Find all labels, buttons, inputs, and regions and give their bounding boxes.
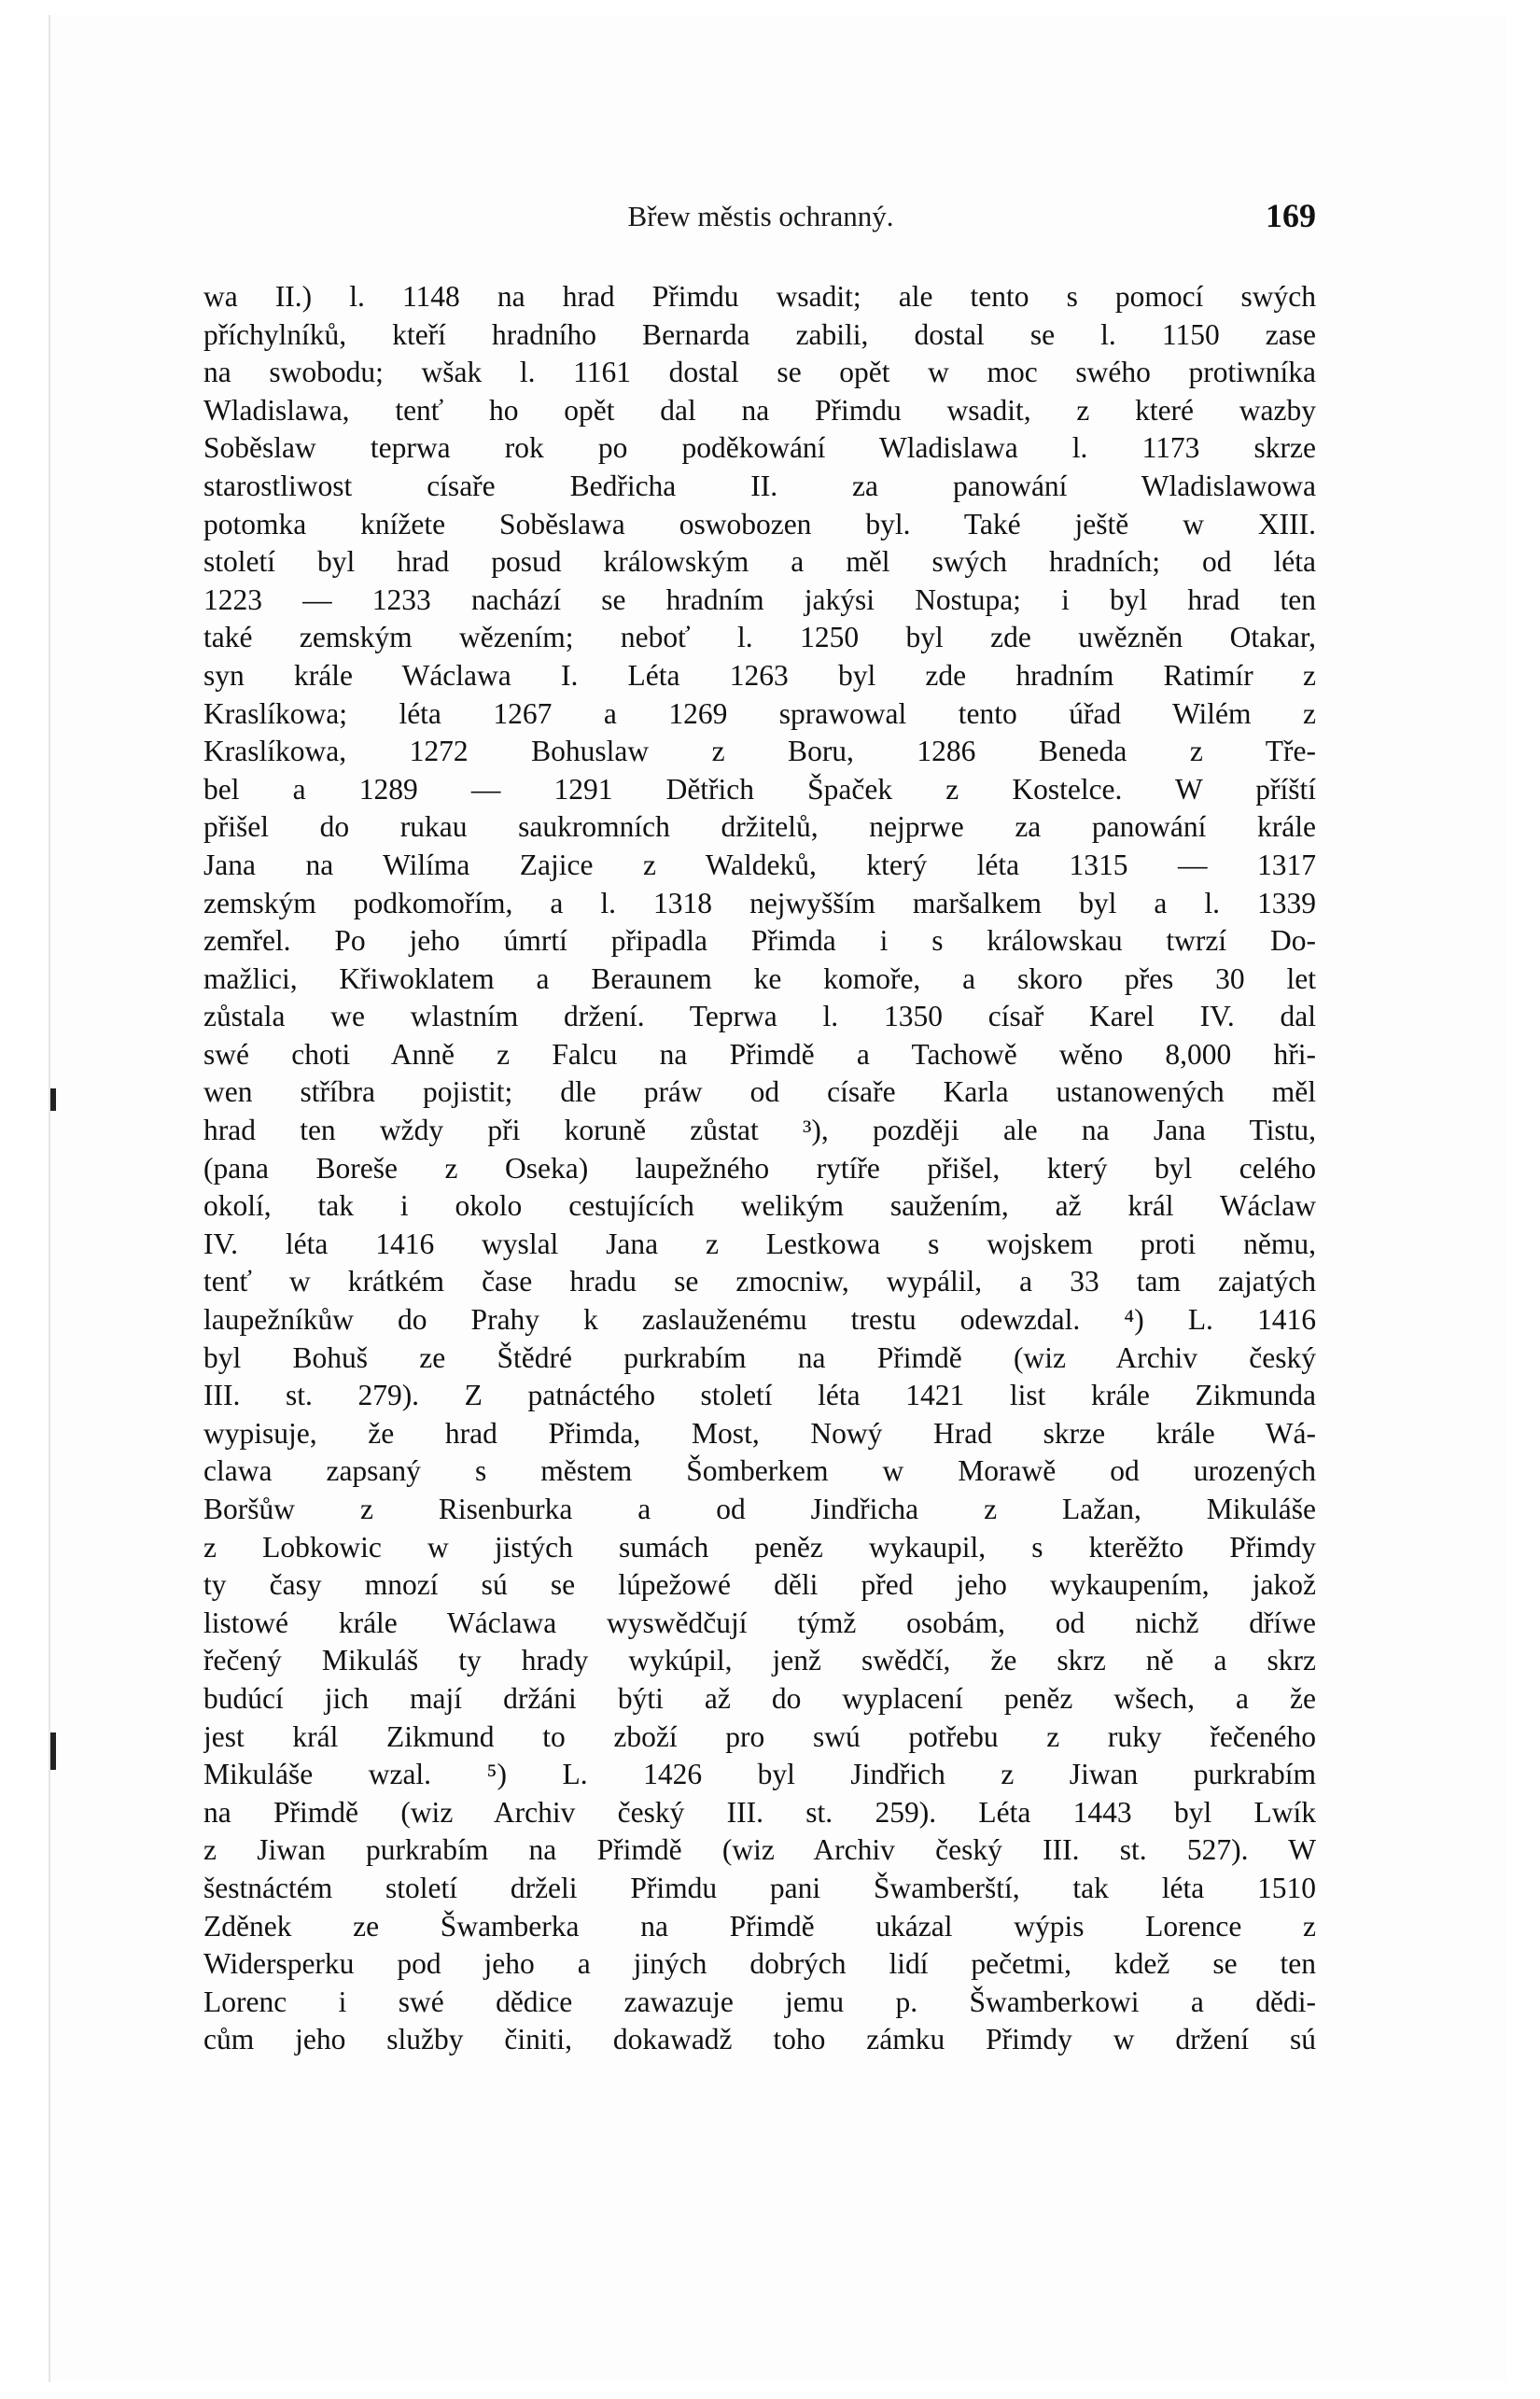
text-line: budúcí jich mají držáni býti až do wyplacení peněz wšech, a že [203, 1681, 1316, 1715]
text-line: wypisuje, že hrad Přimda, Most, Nowý Hrad skrze krále Wá- [203, 1416, 1316, 1450]
text-line: zemřel. Po jeho úmrtí připadla Přimda i s králowskau twrzí Do- [203, 924, 1316, 958]
text-line: byl Bohuš ze Štědré purkrabím na Přimdě (wiz Archiv český [203, 1340, 1316, 1374]
text-line: mažlici, Křiwoklatem a Beraunem ke komoře, a skoro přes 30 let [203, 961, 1316, 995]
text-line: z Lobkowic w jistých sumách peněz wykaupil, s kterěžto Přimdy [203, 1530, 1316, 1564]
text-line: syn krále Wáclawa I. Léta 1263 byl zde hradním Ratimír z [203, 658, 1316, 692]
text-line: cům jeho služby činiti, dokawadž toho zámku Přimdy w držení sú [203, 2023, 1316, 2056]
running-title: Břew městis ochranný. [627, 200, 894, 232]
text-line: okolí, tak i okolo cestujících welikým saužením, až král Wáclaw [203, 1189, 1316, 1223]
text-line: Wladislawa, tenť ho opět dal na Přimdu wsadit, z které wazby [203, 393, 1316, 427]
text-line: přišel do rukau saukromních držitelů, nejprwe za panowání krále [203, 810, 1316, 844]
text-line: Boršůw z Risenburka a od Jindřicha z Lažan, Mikuláše [203, 1493, 1316, 1525]
text-line: tenť w krátkém čase hradu se zmocniw, wypálil, a 33 tam zajatých [203, 1265, 1316, 1298]
text-line: příchylníků, kteří hradního Bernarda zabili, dostal se l. 1150 zase [203, 317, 1316, 351]
text-line: Lorenc i swé dědice zawazuje jemu p. Šwamberkowi a dědi- [203, 1985, 1316, 2018]
text-line: jest král Zikmund to zboží pro swú potřebu z ruky řečeného [203, 1719, 1316, 1753]
text-line: IV. léta 1416 wyslal Jana z Lestkowa s wojskem proti němu, [203, 1227, 1316, 1260]
text-line: Mikuláše wzal. ⁵) L. 1426 byl Jindřich z Jiwan purkrabím [203, 1758, 1316, 1791]
text-line: ty časy mnozí sú se lúpežowé děli před jeho wykaupením, jakož [203, 1568, 1316, 1602]
text-line: potomka knížete Soběslawa oswobozen byl. Také ještě w XIII. [203, 507, 1316, 540]
page-edge-mark [50, 1088, 56, 1111]
text-line: wa II.) l. 1148 na hrad Přimdu wsadit; ale tento s pomocí swých [203, 280, 1316, 313]
page-header [205, 197, 1316, 237]
text-line: swé choti Anně z Falcu na Přimdě a Tachowě wěno 8,000 hři- [203, 1037, 1316, 1071]
text-line: listowé krále Wáclawa wyswědčují týmž osobám, od nichž dříwe [203, 1606, 1316, 1639]
text-line: z Jiwan purkrabím na Přimdě (wiz Archiv český III. st. 527). W [203, 1833, 1316, 1867]
body-text [203, 278, 1316, 2059]
text-line: na Přimdě (wiz Archiv český III. st. 259). Léta 1443 byl Lwík [203, 1795, 1316, 1829]
text-line: Zděnek ze Šwamberka na Přimdě ukázal wýpis Lorence z [203, 1909, 1316, 1943]
text-line: století byl hrad posud králowským a měl swých hradních; od léta [203, 545, 1316, 579]
text-line: Widersperku pod jeho a jiných dobrých lidí pečetmi, kdež se ten [203, 1947, 1316, 1981]
text-line: také zemským wězením; neboť l. 1250 byl zde uwězněn Otakar, [203, 621, 1316, 654]
text-line: wen stříbra pojistit; dle práw od císaře Karla ustanowených měl [203, 1075, 1316, 1109]
text-line: zůstala we wlastním držení. Teprwa l. 1350 císař Karel IV. dal [203, 1000, 1316, 1033]
text-line: Soběslaw teprwa rok po poděkowání Wladislawa l. 1173 skrze [203, 431, 1316, 465]
text-line: (pana Boreše z Oseka) laupežného rytíře přišel, který byl celého [203, 1151, 1316, 1185]
text-line: starostliwost císaře Bedřicha II. za panowání Wladislawowa [203, 469, 1316, 502]
text-line: laupežníkůw do Prahy k zaslauženému trestu odewzdal. ⁴) L. 1416 [203, 1303, 1316, 1337]
text-line: Kraslíkowa, 1272 Bohuslaw z Boru, 1286 Beneda z Tře- [203, 735, 1316, 768]
text-line: na swobodu; wšak l. 1161 dostal se opět w moc swého protiwníka [203, 356, 1316, 389]
page-number: 169 [1266, 197, 1316, 234]
text-line: Kraslíkowa; léta 1267 a 1269 sprawowal tento úřad Wilém z [203, 696, 1316, 730]
text-line: hrad ten wždy při koruně zůstat ³), později ale na Jana Tistu, [203, 1114, 1316, 1147]
text-line: zemským podkomořím, a l. 1318 nejwyšším maršalkem byl a l. 1339 [203, 886, 1316, 919]
page-edge-mark [50, 1733, 56, 1770]
text-line: bel a 1289 — 1291 Dětřich Špaček z Kostelce. W příští [203, 772, 1316, 806]
text-line: III. st. 279). Z patnáctého století léta 1421 list krále Zikmunda [203, 1379, 1316, 1412]
text-line: řečený Mikuláš ty hrady wykúpil, jenž swědčí, že skrz ně a skrz [203, 1644, 1316, 1677]
text-line: clawa zapsaný s městem Šomberkem w Morawě od urozených [203, 1454, 1316, 1488]
text-line: 1223 — 1233 nachází se hradním jakýsi Nostupa; i byl hrad ten [203, 582, 1316, 616]
text-line: Jana na Wilíma Zajice z Waldeků, který léta 1315 — 1317 [203, 848, 1316, 881]
text-line: šestnáctém století drželi Přimdu pani Šwamberští, tak léta 1510 [203, 1871, 1316, 1904]
